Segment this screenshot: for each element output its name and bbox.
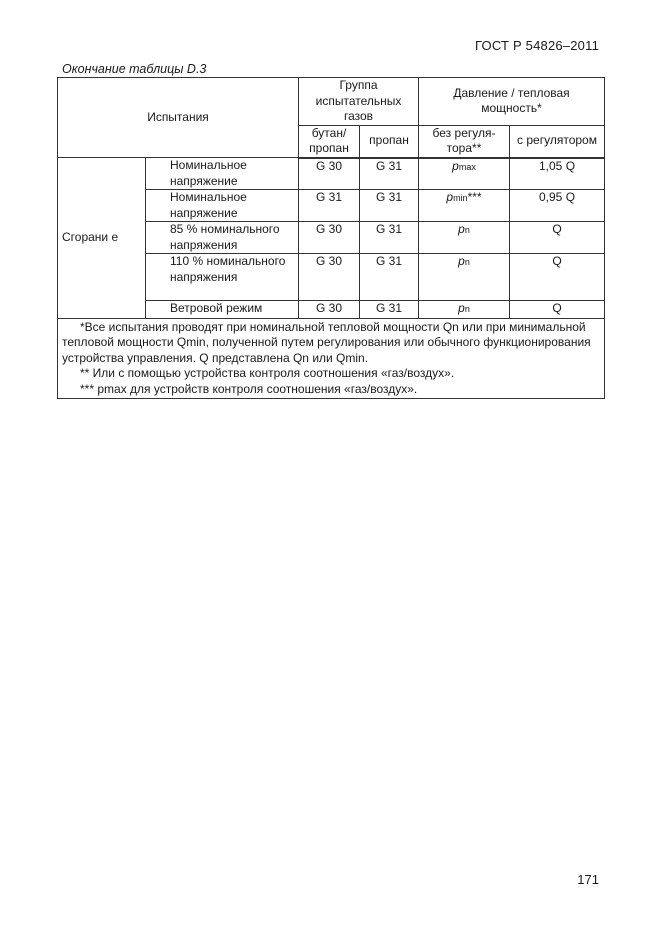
group-label-text: Сгорани е: [62, 230, 119, 244]
condition-cell: 85 % номинального напряжения: [146, 222, 299, 254]
header-gas-group: Группа испытательных газов: [299, 78, 419, 126]
subheader-with-regulator: с регулятором: [510, 125, 605, 158]
condition-cell: 110 % номинального напряжения: [146, 254, 299, 301]
table-caption: Окончание таблицы D.3: [62, 62, 207, 76]
header-pressure: Давление / тепловая мощность*: [419, 78, 605, 126]
table-notes: [58, 318, 605, 399]
note-1: *Все испытания проводят при номинальной тепловой мощности Qn или при минимальной тепловой мощности Qmin, полученной путем регулирования или обычного функционирования устройства управления. Q представлена Qn или Qmin.: [62, 319, 591, 365]
subheader-propane: пропан: [360, 125, 419, 158]
pressure-cell: pn: [419, 301, 510, 319]
header-tests: Испытания: [58, 78, 299, 158]
subheader-no-regulator: без регуля- тора**: [419, 125, 510, 158]
propane-cell: G 31: [360, 254, 419, 301]
butane-cell: G 31: [299, 190, 360, 222]
note-3: *** pmax для устройств контроля соотношения «газ/воздух».: [80, 381, 418, 396]
butane-cell: G 30: [299, 254, 360, 301]
pressure-cell: pmax: [419, 158, 510, 190]
condition-cell: Номинальное напряжение: [146, 190, 299, 222]
test-table: [57, 77, 605, 399]
q-cell: Q: [510, 222, 605, 254]
subheader-butane: бутан/ пропан: [299, 125, 360, 158]
standard-header: ГОСТ Р 54826–2011: [475, 38, 599, 53]
q-cell: Q: [510, 301, 605, 319]
table-row: [58, 158, 605, 190]
pressure-cell: pn: [419, 222, 510, 254]
group-label: [58, 158, 146, 319]
q-cell: 0,95 Q: [510, 190, 605, 222]
note-2: ** Или с помощью устройства контроля соотношения «газ/воздух».: [80, 366, 455, 380]
propane-cell: G 31: [360, 158, 419, 190]
q-cell: 1,05 Q: [510, 158, 605, 190]
propane-cell: G 31: [360, 222, 419, 254]
butane-cell: G 30: [299, 301, 360, 319]
page-number: 171: [577, 872, 599, 887]
pressure-cell: pmin***: [419, 190, 510, 222]
q-cell: Q: [510, 254, 605, 301]
condition-cell: Ветровой режим: [146, 301, 299, 319]
pressure-cell: pn: [419, 254, 510, 301]
butane-cell: G 30: [299, 158, 360, 190]
butane-cell: G 30: [299, 222, 360, 254]
condition-cell: Номинальное напряжение: [146, 158, 299, 190]
propane-cell: G 31: [360, 190, 419, 222]
propane-cell: G 31: [360, 301, 419, 319]
